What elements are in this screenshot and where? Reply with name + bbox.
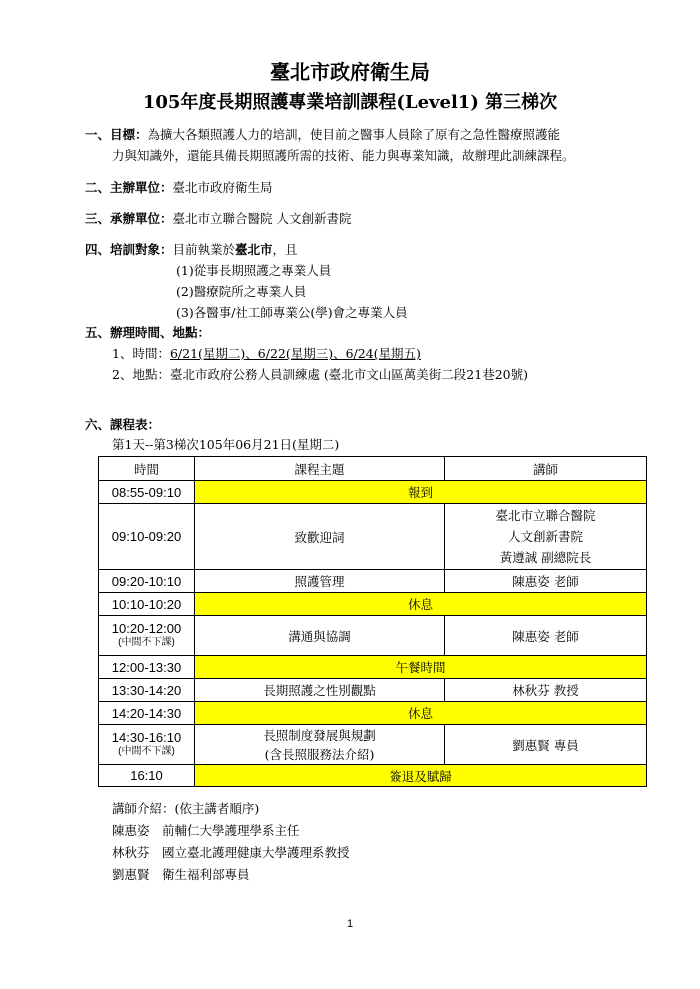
row-topic: 簽退及賦歸 xyxy=(195,765,647,787)
undertaker-value: 臺北市立聯合醫院 人文創新書院 xyxy=(172,211,352,226)
row-speaker: 林秋芬 教授 xyxy=(445,679,647,702)
row-time: 14:20-14:30 xyxy=(99,702,195,725)
row-speaker xyxy=(445,504,647,570)
target-prefix: 目前執業於 xyxy=(172,242,236,257)
row-time: 10:10-10:20 xyxy=(99,593,195,616)
row-time: 09:10-09:20 xyxy=(99,504,195,570)
table-row xyxy=(99,725,647,765)
time-note: (中間不下課) xyxy=(118,746,175,757)
row-topic: 午餐時間 xyxy=(195,656,647,679)
row-speaker: 陳惠姿 老師 xyxy=(445,570,647,593)
row-topic: 致歡迎詞 xyxy=(195,504,445,570)
row-topic: 休息 xyxy=(195,593,647,616)
topic-line: (含長照服務法介紹) xyxy=(264,746,375,762)
page-number: 1 xyxy=(346,918,354,930)
schedule-table xyxy=(98,456,647,787)
time-note: (中間不下課) xyxy=(118,637,175,648)
topic-line: 長照制度發展與規劃 xyxy=(263,727,376,743)
row-time: 16:10 xyxy=(99,765,195,787)
time-value: 14:30-16:10 xyxy=(111,730,182,745)
target-item-3: (3)各醫事/社工師專業公(學)會之專業人員 xyxy=(176,305,408,320)
goal-line1: 為擴大各類照護人力的培訓，使目前之醫事人員除了原有之急性醫療照護能 xyxy=(147,127,561,142)
goal-section xyxy=(85,125,560,143)
table-row xyxy=(99,679,647,702)
row-time: 08:55-09:10 xyxy=(99,481,195,504)
target-label: 四、培訓對象： xyxy=(85,242,173,257)
table-row xyxy=(99,616,647,656)
time-label: 1、時間： xyxy=(112,346,170,361)
instructor-item: 林秋芬 國立臺北護理健康大學護理系教授 xyxy=(112,845,350,860)
row-topic: 溝通與協調 xyxy=(195,616,445,656)
header-time: 時間 xyxy=(99,457,195,481)
target-item-1: (1)從事長期照護之專業人員 xyxy=(176,263,332,278)
row-topic xyxy=(195,725,445,765)
row-time: 09:20-10:10 xyxy=(99,570,195,593)
table-row xyxy=(99,656,647,679)
schedule-label: 六、課程表： xyxy=(85,417,161,432)
row-time xyxy=(99,725,195,765)
target-section xyxy=(85,240,298,258)
goal-label: 一、目標： xyxy=(85,127,148,142)
organizer-section xyxy=(85,178,273,196)
speaker-line: 人文創新書院 xyxy=(507,529,583,544)
time-value: 6/21(星期二)、6/22(星期三)、6/24(星期五) xyxy=(169,346,421,361)
target-suffix: ，且 xyxy=(272,242,298,257)
row-topic: 休息 xyxy=(195,702,647,725)
row-time xyxy=(99,616,195,656)
header-speaker: 講師 xyxy=(445,457,647,481)
place-line: 2、地點：臺北市政府公務人員訓練處 (臺北市文山區萬美街二段21巷20號) xyxy=(112,367,528,382)
goal-line2: 力與知識外，還能具備長期照護所需的技術、能力與專業知識，故辦理此訓練課程。 xyxy=(112,148,575,163)
timeplace-label: 五、辦理時間、地點： xyxy=(85,325,211,340)
table-row xyxy=(99,593,647,616)
speaker-line: 黃遵誠 副總院長 xyxy=(499,550,592,565)
row-topic: 報到 xyxy=(195,481,647,504)
undertaker-section xyxy=(85,209,352,227)
row-time: 13:30-14:20 xyxy=(99,679,195,702)
time-line xyxy=(112,344,421,362)
target-city: 臺北市 xyxy=(235,242,273,257)
table-row xyxy=(99,765,647,787)
speaker-line: 臺北市立聯合醫院 xyxy=(495,508,596,523)
header-topic: 課程主題 xyxy=(195,457,445,481)
row-speaker: 劉惠賢 專員 xyxy=(445,725,647,765)
instructor-item: 陳惠姿 前輔仁大學護理學系主任 xyxy=(112,823,300,838)
row-topic: 照護管理 xyxy=(195,570,445,593)
time-value: 10:20-12:00 xyxy=(111,621,182,636)
table-row xyxy=(99,570,647,593)
page-subtitle: 105年度長期照護專業培訓課程(Level1) 第三梯次 xyxy=(142,92,558,113)
schedule-day: 第1天--第3梯次105年06月21日(星期二) xyxy=(112,437,340,452)
table-row xyxy=(99,504,647,570)
table-header-row xyxy=(99,457,647,481)
table-row xyxy=(99,702,647,725)
organizer-label: 二、主辦單位： xyxy=(85,180,173,195)
page-title: 臺北市政府衛生局 xyxy=(270,60,430,84)
instructors-label: 講師介紹：(依主講者順序) xyxy=(112,801,260,816)
undertaker-label: 三、承辦單位： xyxy=(85,211,173,226)
target-item-2: (2)醫療院所之專業人員 xyxy=(176,284,307,299)
table-row xyxy=(99,481,647,504)
instructor-item: 劉惠賢 衛生福利部專員 xyxy=(112,867,250,882)
organizer-value: 臺北市政府衛生局 xyxy=(172,180,273,195)
row-speaker: 陳惠姿 老師 xyxy=(445,616,647,656)
row-topic: 長期照護之性別觀點 xyxy=(195,679,445,702)
row-time: 12:00-13:30 xyxy=(99,656,195,679)
